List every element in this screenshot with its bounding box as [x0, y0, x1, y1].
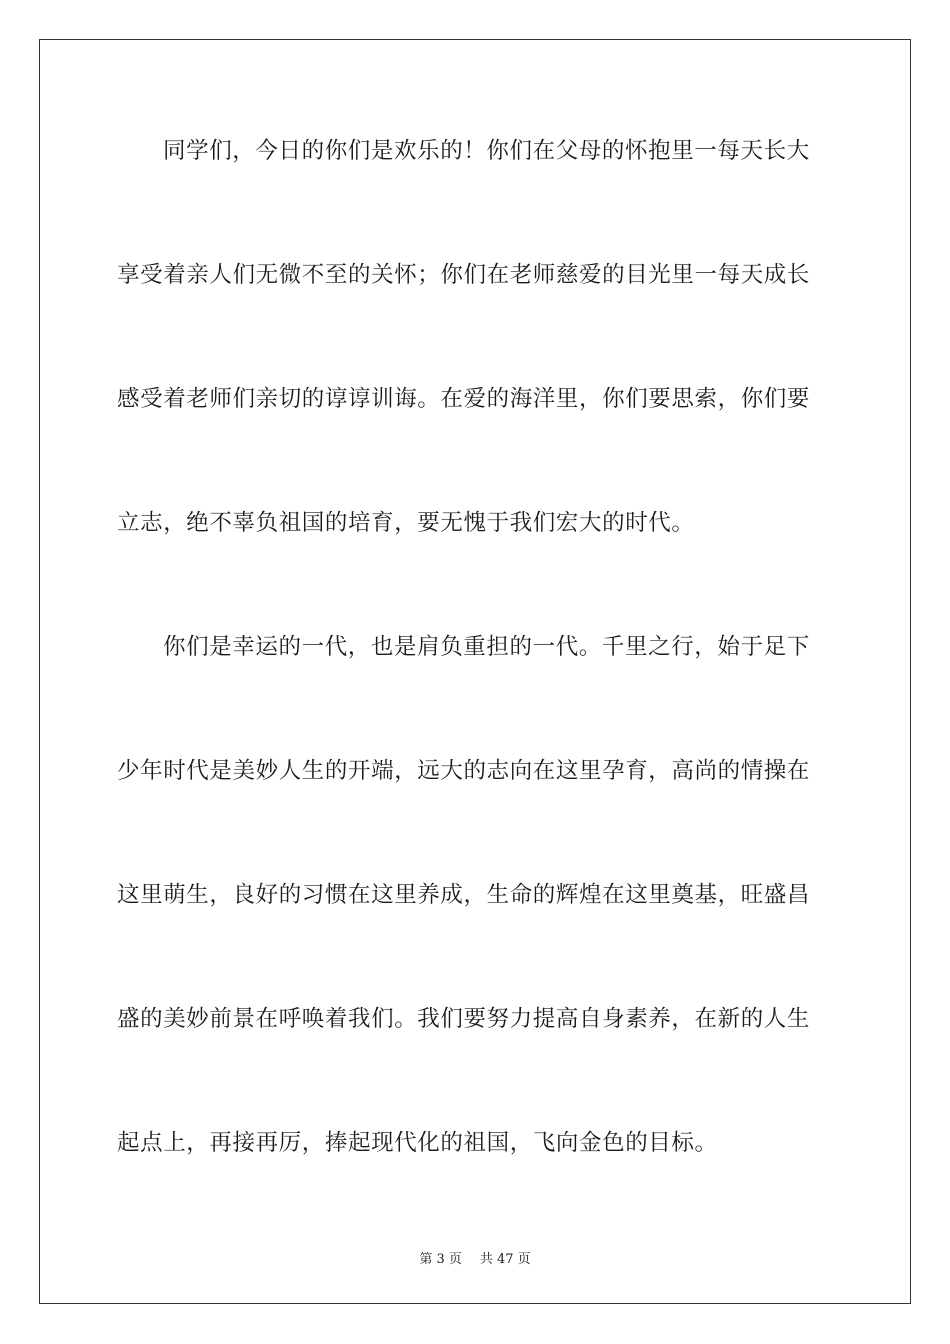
paragraph-1-line-4: 立志，绝不辜负祖国的培育，要无愧于我们宏大的时代。 [117, 510, 695, 536]
page-border [39, 39, 911, 1304]
paragraph-1-line-1: 同学们，今日的你们是欢乐的！你们在父母的怀抱里一每天长大 [163, 138, 810, 164]
total-pages: 共 47 页 [479, 1252, 531, 1267]
paragraph-2-line-4: 盛的美妙前景在呼唤着我们。我们要努力提高自身素养，在新的人生 [117, 1006, 811, 1032]
paragraph-1-line-2: 享受着亲人们无微不至的关怀；你们在老师慈爱的目光里一每天成长 [117, 262, 811, 288]
paragraph-1-line-3: 感受着老师们亲切的谆谆训诲。在爱的海洋里，你们要思索，你们要 [117, 386, 811, 412]
paragraph-2-line-1: 你们是幸运的一代，也是肩负重担的一代。千里之行，始于足下 [163, 634, 810, 660]
paragraph-2-line-3: 这里萌生，良好的习惯在这里养成，生命的辉煌在这里奠基，旺盛昌 [117, 882, 811, 908]
paragraph-2-line-2: 少年时代是美妙人生的开端，远大的志向在这里孕育，高尚的情操在 [117, 758, 811, 784]
page-footer [0, 1248, 950, 1267]
page-number: 第 3 页 [419, 1252, 462, 1267]
paragraph-2-line-5: 起点上，再接再厉，捧起现代化的祖国，飞向金色的目标。 [117, 1130, 718, 1156]
